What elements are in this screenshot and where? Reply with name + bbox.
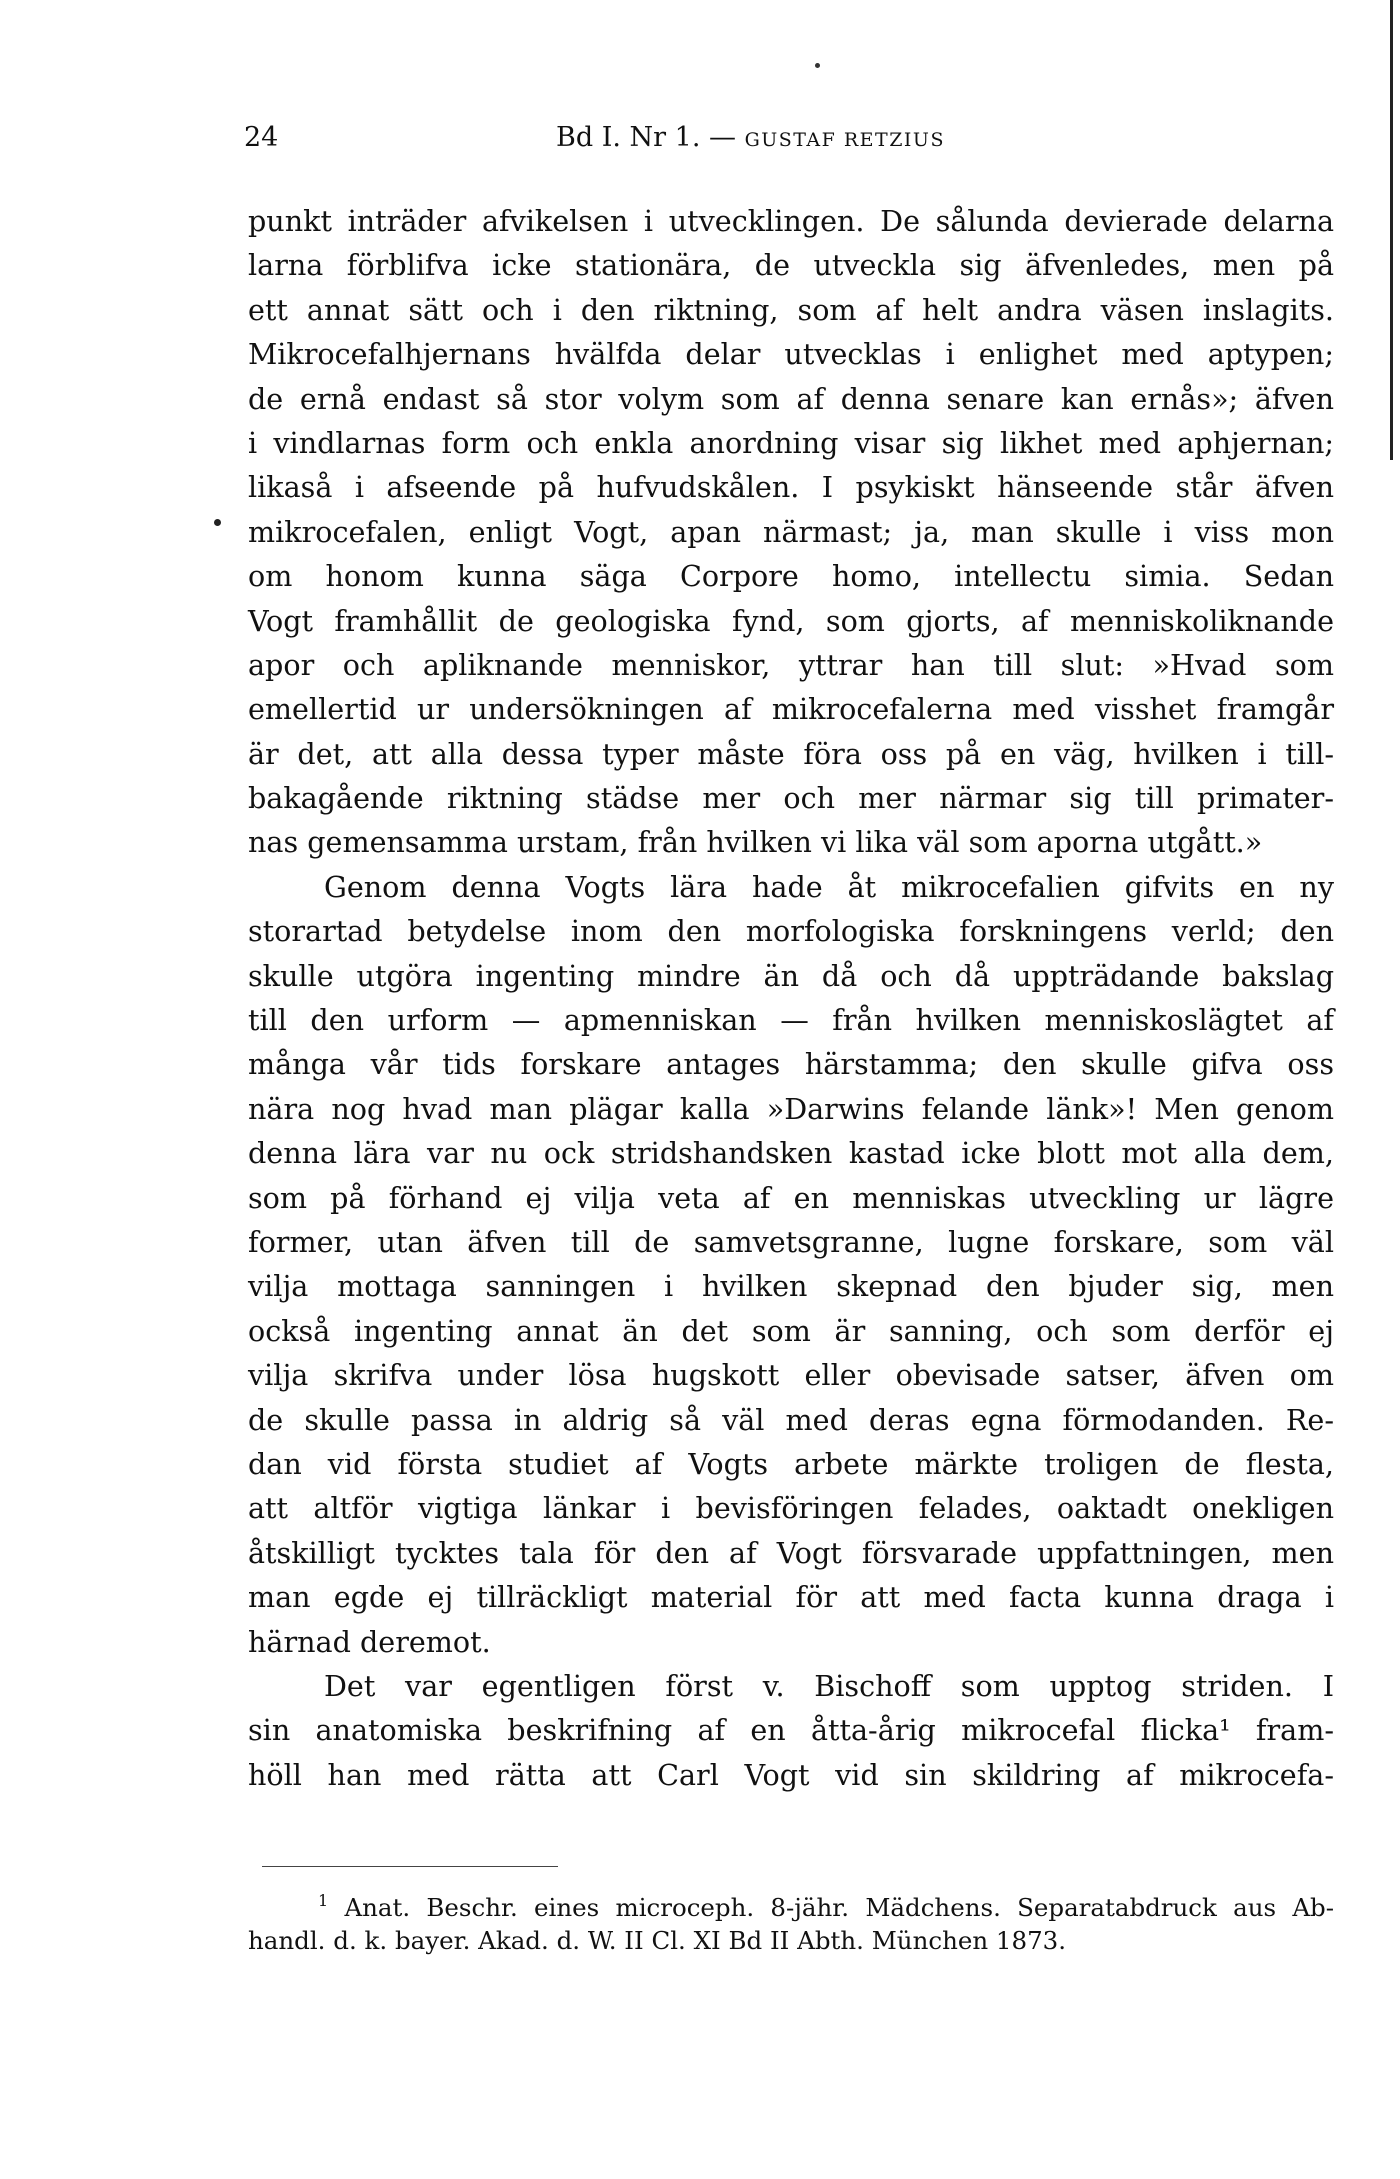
footnote-separator bbox=[262, 1866, 558, 1867]
text-line: de ernå endast så stor volym som af denna senare kan ernås»; äfven bbox=[248, 381, 1334, 416]
text-line: larna förblifva icke stationära, de utveckla sig äfvenledes, men på bbox=[248, 248, 1334, 283]
text-line: apor och apliknande menniskor, yttrar han till slut: »Hvad som bbox=[248, 647, 1334, 682]
margin-dot bbox=[214, 519, 221, 526]
text-line: Det var egentligen först v. Bischoff som upptog striden. I bbox=[324, 1668, 1334, 1703]
text-line: härnad deremot. bbox=[248, 1624, 491, 1659]
footnote-text: Anat. Beschr. eines microceph. 8-jähr. Mädchens. Separatabdruck aus Ab- bbox=[344, 1893, 1334, 1922]
footnote-line: handl. d. k. bayer. Akad. d. W. II Cl. XI Bd II Abth. München 1873. bbox=[248, 1926, 1067, 1955]
text-line: dan vid första studiet af Vogts arbete märkte troligen de flesta, bbox=[248, 1446, 1334, 1481]
text-line: till den urform — apmenniskan — från hvilken menniskoslägtet af bbox=[248, 1003, 1334, 1038]
text-line: Mikrocefalhjernans hvälfda delar utvecklas i enlighet med aptypen; bbox=[248, 337, 1334, 372]
text-line: ett annat sätt och i den riktning, som af helt andra väsen inslagits. bbox=[248, 292, 1334, 327]
text-line: också ingenting annat än det som är sanning, och som derför ej bbox=[248, 1313, 1334, 1348]
text-line: som på förhand ej vilja veta af en menniskas utveckling ur lägre bbox=[248, 1180, 1334, 1215]
footnote-marker: 1 bbox=[318, 1891, 329, 1910]
text-line: skulle utgöra ingenting mindre än då och då uppträdande bakslag bbox=[248, 958, 1334, 993]
text-line: att altför vigtiga länkar i bevisföringen felades, oaktadt onekligen bbox=[248, 1491, 1334, 1526]
text-line: emellertid ur undersökningen af mikrocefalerna med visshet framgår bbox=[248, 692, 1334, 727]
text-line: former, utan äfven till de samvetsgranne, lugne forskare, som väl bbox=[248, 1224, 1334, 1259]
text-line: många vår tids forskare antages härstamma; den skulle gifva oss bbox=[248, 1047, 1334, 1082]
text-line: vilja skrifva under lösa hugskott eller obevisade satser, äfven om bbox=[248, 1358, 1334, 1393]
text-line: storartad betydelse inom den morfologiska forskningens verld; den bbox=[248, 914, 1334, 949]
text-line: nära nog hvad man plägar kalla »Darwins felande länk»! Men genom bbox=[248, 1091, 1334, 1126]
paragraph-3 bbox=[248, 1664, 1334, 1797]
text-line: bakagående riktning städse mer och mer närmar sig till primater- bbox=[248, 781, 1334, 816]
text-line: punkt inträder afvikelsen i utvecklingen. De sålunda devierade delarna bbox=[248, 204, 1334, 238]
page-header bbox=[244, 122, 1334, 162]
footnotes bbox=[248, 1881, 1334, 1961]
text-line: höll han med rätta att Carl Vogt vid sin skildring af mikrocefa- bbox=[248, 1757, 1334, 1792]
text-line: om honom kunna säga Corpore homo, intellectu simia. Sedan bbox=[248, 559, 1334, 594]
body-text bbox=[248, 199, 1334, 1797]
volume-issue: Bd I. Nr 1. — bbox=[556, 122, 736, 153]
text-line: denna lära var nu ock stridshandsken kastad icke blott mot alla dem, bbox=[248, 1136, 1334, 1171]
footnote-line bbox=[248, 1881, 1334, 1921]
text-line: mikrocefalen, enligt Vogt, apan närmast; ja, man skulle i viss mon bbox=[248, 514, 1334, 549]
text-line: man egde ej tillräckligt material för att med facta kunna draga i bbox=[248, 1580, 1334, 1615]
text-line: åtskilligt tycktes tala för den af Vogt försvarade uppfattningen, men bbox=[248, 1535, 1334, 1570]
author-name: GUSTAF RETZIUS bbox=[744, 129, 945, 151]
paragraph-2 bbox=[248, 865, 1334, 1664]
text-line: i vindlarnas form och enkla anordning visar sig likhet med aphjernan; bbox=[248, 425, 1334, 460]
text-line: vilja mottaga sanningen i hvilken skepnad den bjuder sig, men bbox=[248, 1269, 1334, 1304]
page-number: 24 bbox=[244, 122, 279, 153]
text-line: nas gemensamma urstam, från hvilken vi lika väl som aporna utgått.» bbox=[248, 825, 1263, 860]
text-line: likaså i afseende på hufvudskålen. I psykiskt hänseende står äfven bbox=[248, 470, 1334, 505]
page-edge-rule bbox=[1390, 0, 1393, 460]
text-line: de skulle passa in aldrig så väl med deras egna förmodanden. Re- bbox=[248, 1402, 1334, 1437]
paragraph-1 bbox=[248, 199, 1334, 865]
text-line: sin anatomiska beskrifning af en åtta-årig mikrocefal flicka¹ fram- bbox=[248, 1713, 1334, 1748]
running-head bbox=[556, 122, 945, 153]
print-speck bbox=[815, 63, 820, 68]
text-line: är det, att alla dessa typer måste föra oss på en väg, hvilken i till- bbox=[248, 736, 1334, 771]
text-line: Genom denna Vogts lära hade åt mikrocefalien gifvits en ny bbox=[324, 869, 1334, 904]
text-line: Vogt framhållit de geologiska fynd, som gjorts, af menniskoliknande bbox=[248, 603, 1334, 638]
